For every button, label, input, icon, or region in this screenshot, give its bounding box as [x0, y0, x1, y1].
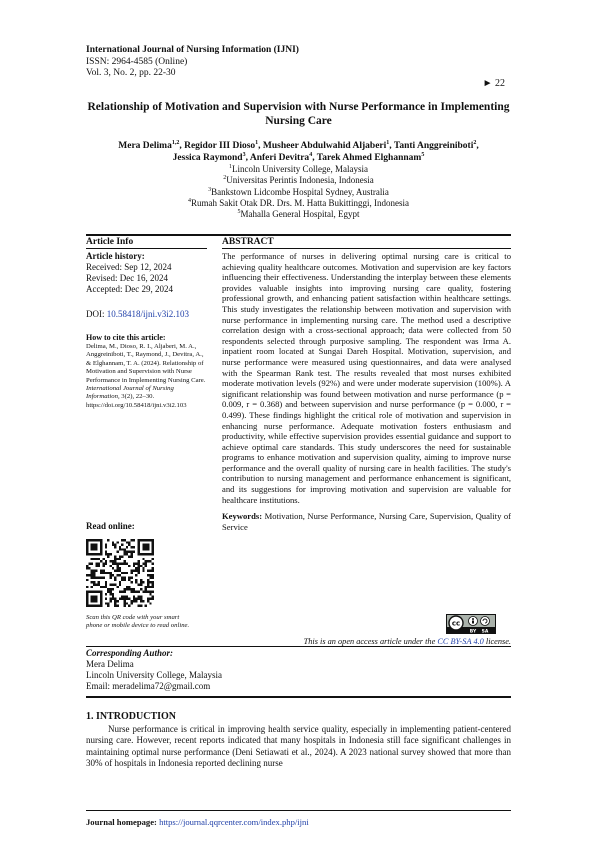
author: Jessica Raymond: [172, 152, 243, 163]
introduction-text: Nurse performance is critical in improving health service quality, especially in implementing patient-centered nursing care. However, recent reports indicated that many hospitals in Indonesia still face significant challenges in maintaining optimal nurse performance (Deni Setiawati et al., 2024). A 2023 national survey showed that more than 30% of hospitals in Indonesia reported declining nurse: [86, 724, 511, 768]
homepage-link[interactable]: https://journal.qqrcenter.com/index.php/ijni: [159, 817, 309, 827]
license-link[interactable]: CC BY-SA 4.0: [437, 637, 484, 646]
revised-date: Revised: Dec 16, 2024: [86, 273, 168, 283]
license-statement: This is an open access article under the CC BY-SA 4.0 license.: [303, 637, 511, 646]
corresponding-author: [86, 648, 222, 692]
footer-divider: [86, 810, 511, 811]
author: Musheer Abdulwahid Aljaberi: [262, 141, 387, 151]
corresponding-institution: Lincoln University College, Malaysia: [86, 670, 222, 680]
doi: DOI: 10.58418/ijni.v3i2.103: [86, 309, 190, 319]
page-number: ► 22: [482, 78, 505, 89]
accepted-date: Accepted: Dec 29, 2024: [86, 284, 173, 294]
affiliation: $^5$Mahalla General Hospital, Egypt: [237, 209, 360, 220]
affiliation-list: [86, 164, 511, 220]
affiliation: $^4$Rumah Sakit Otak DR. Drs. M. Hatta Bukittinggi, Indonesia: [188, 197, 409, 208]
abstract-section: [222, 237, 511, 532]
introduction-heading: 1. INTRODUCTION: [86, 711, 177, 722]
cc-by-sa-badge-icon[interactable]: [446, 614, 496, 634]
read-online-label: Read online:: [86, 521, 135, 531]
corresponding-email[interactable]: Email: meradelima72@gmail.com: [86, 681, 211, 691]
author-list: Mera Delima$^{1,2}$, Regidor III Dioso$^1$, Musheer Abdulwahid Aljaberi$^1$, Tanti Anggreiniboti$^2$, Jessica Raymond$^3$, Anferi Devitra$^4$, Tarek Ahmed Elghannam$^5$: [118, 139, 479, 163]
journal-name: International Journal of Nursing Information (IJNI): [86, 45, 299, 55]
introduction-section: [86, 711, 511, 769]
cc-icon-text: cc: [451, 619, 461, 628]
top-divider: [86, 234, 511, 236]
article-info: [86, 237, 207, 531]
abstract-text: The performance of nurses in delivering optimal nursing care is critical to achieving quality healthcare outcomes. Motivation and supervision are key factors influencing their effectiveness. Understanding the interplay between these elements provides valuable insights into improving nursing care quality, fostering professional growth, and enhancing patient satisfaction within healthcare settings. This study investigates the relationship between motivation and supervision with nurse performance in implementing nursing care. The method used a descriptive correlation design with a cross-sectional approach; data were collected from 50 respondents selected through purposive sampling. The respondent was Irma A. inpatient room located at Sungai Dareh Hospital. Motivation, supervision, and nurse performance were measured using questionnaires, and data were analysed with the Spearman Rank test. The results revealed that most nurses exhibited moderate motivation levels (92%) and were under moderate supervision (100%). A significant relationship was found between motivation and nurse performance (p = 0.009, r = 0.368) and between supervision and nurse performance (p = 0.000, r = 0.499). These findings highlight the critical role of motivation and supervision in enhancing nurse performance. Adequate motivation fosters enthusiasm and productivity, while effective supervision provides essential guidance and support to achieve optimal care standards. This study underscores the need for sustainable programs to enhance motivation and supervision quality, aiming to improve nurse performance and the overall quality of nursing care in health facilities. The study's contribution to nursing management and performance enhancement is significant, and its suggestions for improving motivation and supervision are valuable for healthcare institutions.: [222, 251, 511, 505]
doi-link[interactable]: 10.58418/ijni.v3i2.103: [106, 309, 190, 319]
qr-code-icon: [86, 539, 154, 607]
abstract-heading: ABSTRACT: [222, 237, 274, 247]
citation: Delima, M., Dioso, R. I., Aljaberi, M. A., Anggreiniboti, T., Raymond, J., Devitra, A., & Elghannam, T. A. (2024). Relationship of Motivation and Supervision with Nurse Performance in Implementing Nursing Care. International Journal of Nursing Information, 3(2), 22–30. https://doi.org/10.58418/ijni.v3i2.103: [86, 343, 206, 409]
journal-volume: Vol. 3, No. 2, pp. 22-30: [86, 68, 176, 78]
author: Anferi Devitra: [249, 152, 310, 163]
author: Tarek Ahmed Elghannam: [316, 152, 422, 163]
affiliation: $^2$Universitas Perintis Indonesia, Indonesia: [223, 175, 374, 186]
by-icon-text: BY: [469, 629, 477, 634]
received-date: Received: Sep 12, 2024: [86, 262, 172, 272]
footer: Journal homepage: https://journal.qqrcenter.com/index.php/ijni: [86, 817, 309, 827]
sa-icon-text: SA: [481, 629, 489, 634]
front-matter-end-divider: [86, 696, 511, 698]
paper-title: Relationship of Motivation and Supervision with Nurse Performance in Implementing Nursing Care: [87, 101, 510, 127]
corresponding-name: Mera Delima: [86, 659, 134, 669]
article-info-heading: Article Info: [86, 237, 134, 247]
journal-issn: ISSN: 2964-4585 (Online): [86, 56, 188, 67]
cite-label: How to cite this article:: [86, 333, 166, 342]
corresponding-heading: Corresponding Author:: [86, 648, 173, 658]
author: Tanti Anggreiniboti: [393, 141, 474, 151]
keywords: Keywords: Motivation, Nurse Performance, Nursing Care, Supervision, Quality of Service: [222, 511, 511, 532]
author: Regidor III Dioso: [184, 141, 256, 151]
qr-caption: Scan this QR code with your smart phone or mobile device to read online.: [86, 614, 190, 630]
author: Mera Delima: [118, 141, 172, 151]
journal-header: [86, 45, 299, 80]
affiliation: $^1$Lincoln University College, Malaysia: [229, 164, 368, 174]
affiliation: $^3$Bankstown Lidcombe Hospital Sydney, Australia: [208, 186, 389, 197]
history-label: Article history:: [86, 251, 145, 261]
info-bottom-divider: [86, 646, 511, 647]
